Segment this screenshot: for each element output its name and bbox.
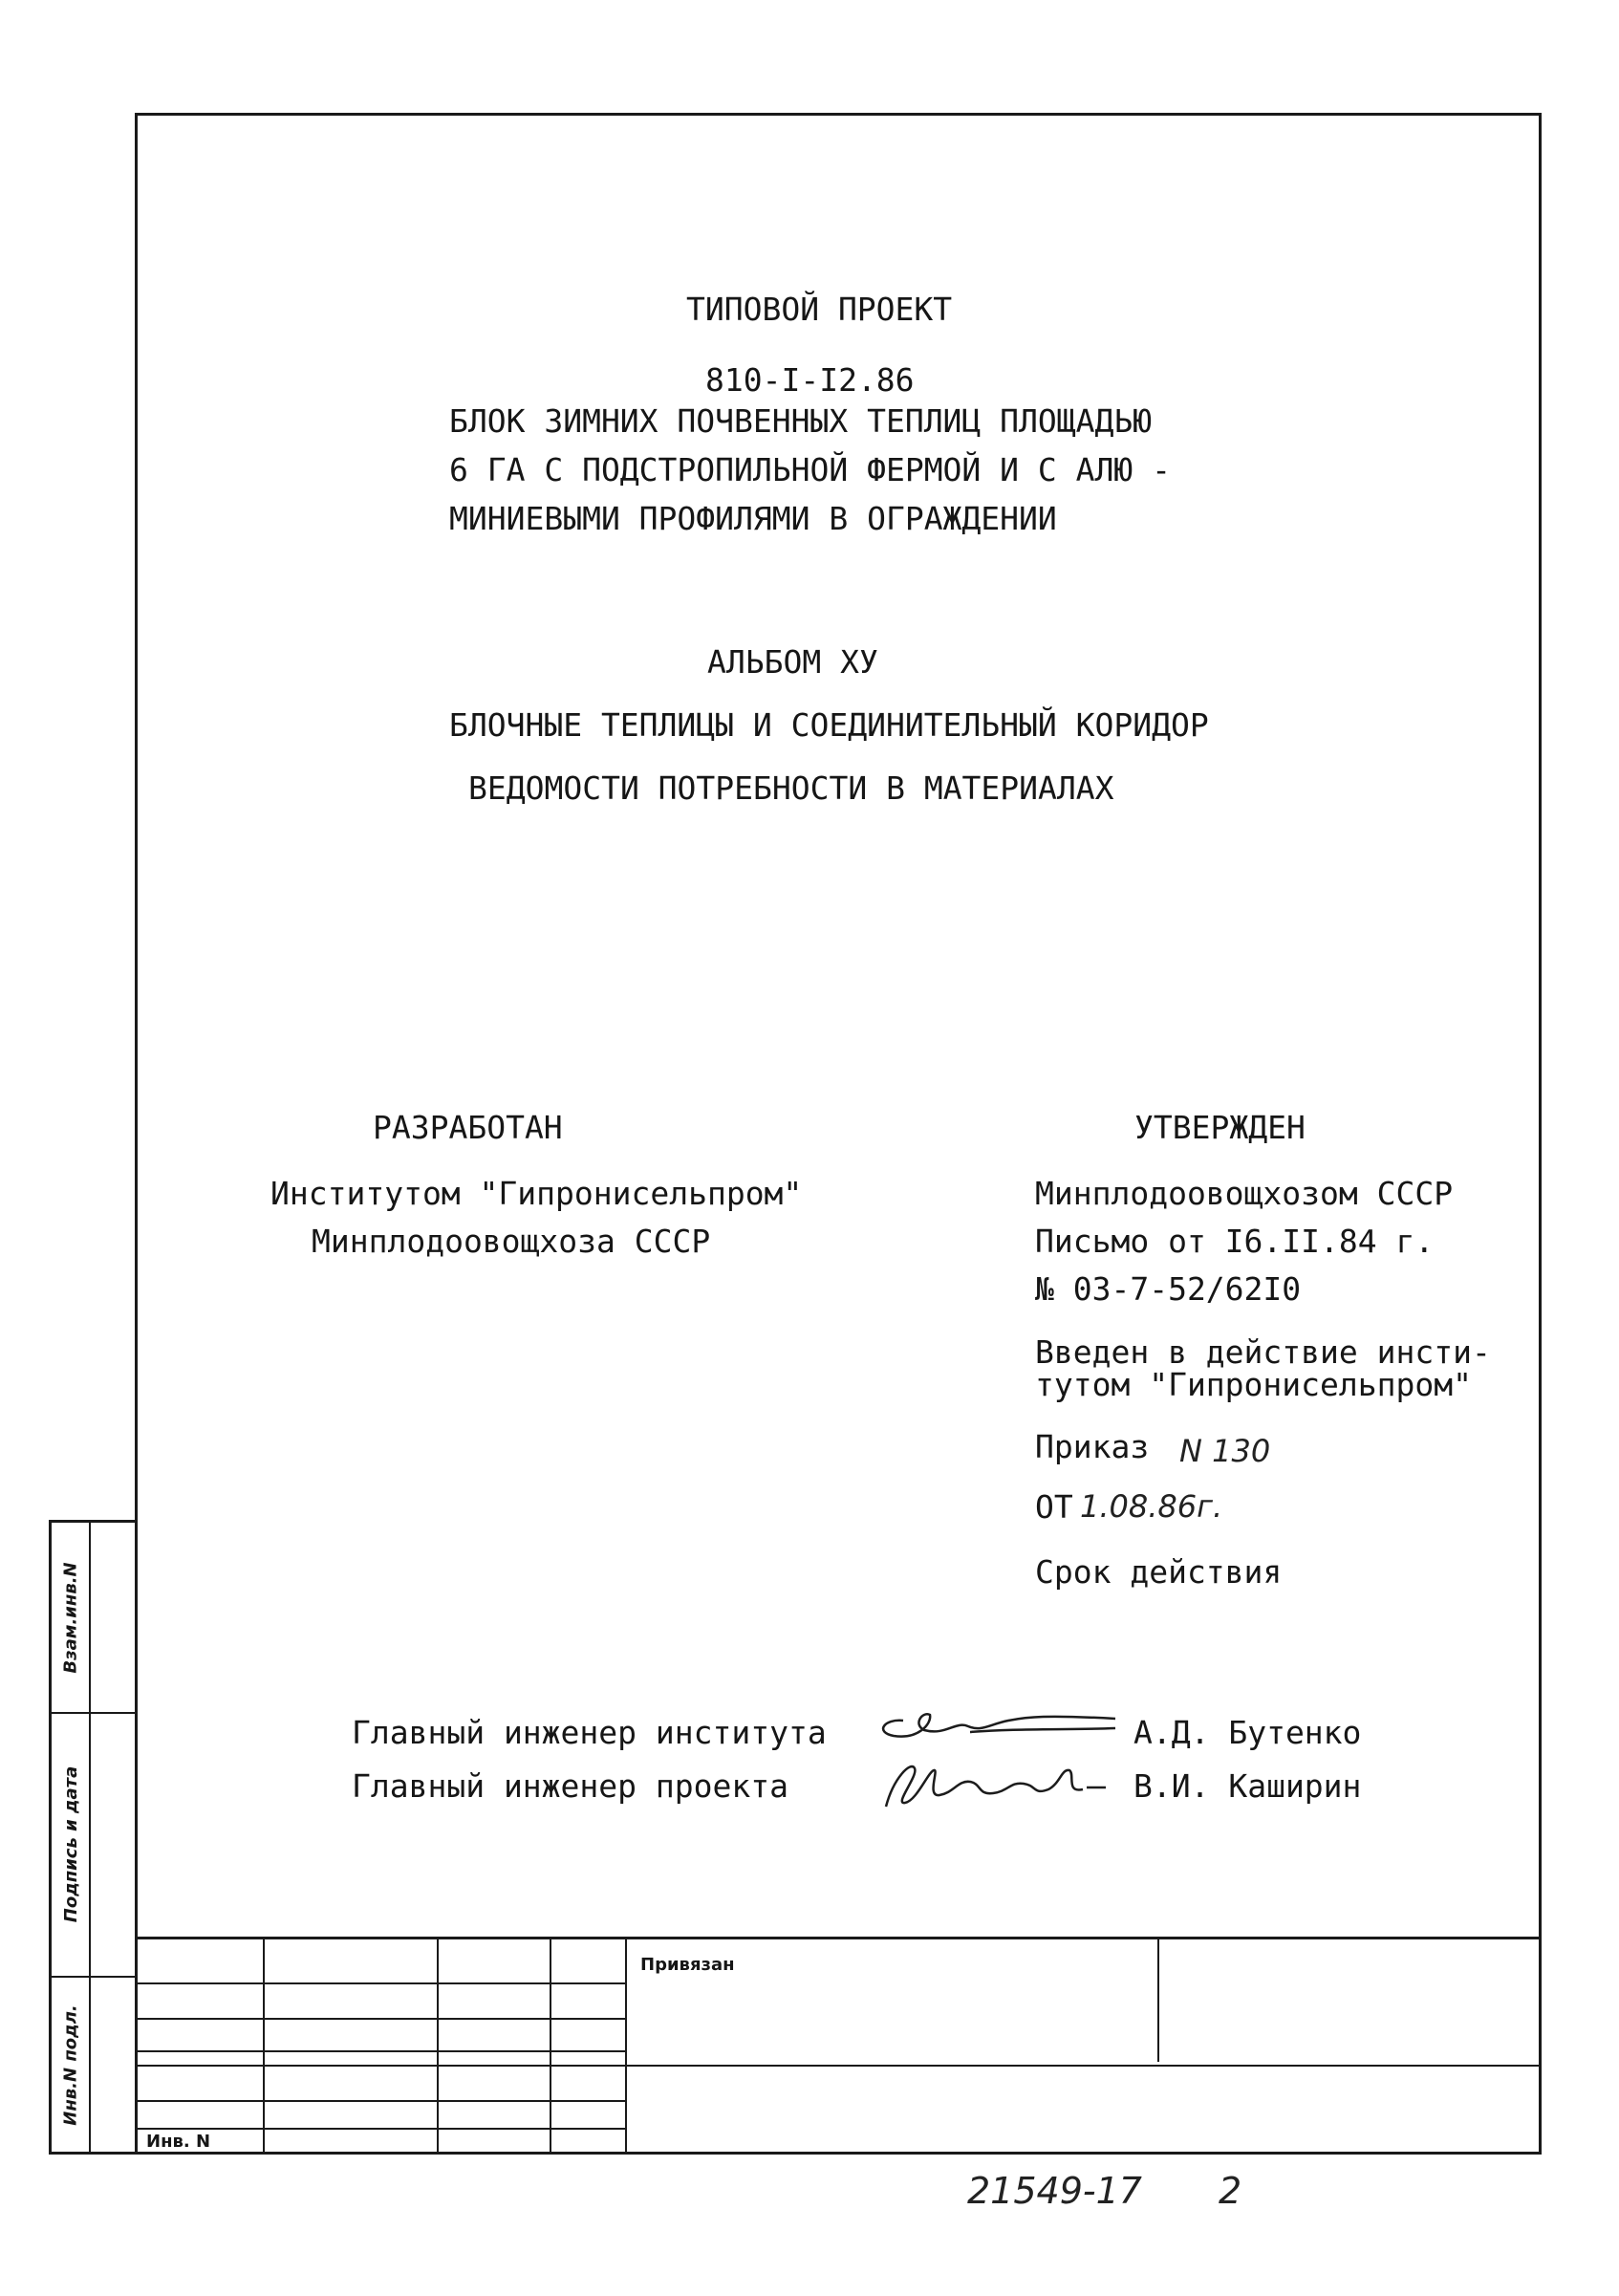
handwritten-signatures [865, 1701, 1142, 1816]
side-label-cell [54, 1712, 89, 1976]
order-label: Приказ [1035, 1428, 1150, 1465]
side-label-cell [54, 1523, 89, 1712]
enacted-line-2: тутом "Гипронисельпром" [1035, 1366, 1472, 1403]
developed-institute: Институтом "Гипронисельпром" [270, 1175, 803, 1212]
stamp-col-line [625, 1939, 627, 2155]
stamp-col-line [550, 1939, 551, 2155]
stamp-tied-label: Привязан [640, 1955, 735, 1975]
side-stamp-column [49, 1520, 138, 2155]
date-label: ОТ [1035, 1488, 1073, 1526]
stamp-table [135, 1937, 1542, 2155]
enacted-line-1: Введен в действие инсти- [1035, 1333, 1491, 1371]
side-label-replace-inv: Взам.инв.N [61, 1561, 81, 1674]
stamp-row-line [135, 2128, 625, 2130]
project-number: 810-I-I2.86 [705, 361, 915, 399]
side-label-inv-original: Инв.N подл. [61, 2004, 82, 2126]
stamp-row-line [135, 1982, 625, 1984]
signature-role-2: Главный инженер проекта [352, 1767, 788, 1805]
stamp-col-line [437, 1939, 439, 2155]
approved-letter-number: № 03-7-52/62I0 [1035, 1270, 1302, 1308]
order-date-handwritten: 1.08.86г. [1080, 1488, 1223, 1525]
approved-heading: УТВЕРЖДЕН [1134, 1109, 1306, 1146]
project-name-line-3: МИНИЕВЫМИ ПРОФИЛЯМИ В ОГРАЖДЕНИИ [449, 500, 1057, 537]
signature-name-1: А.Д. Бутенко [1133, 1714, 1362, 1751]
approved-letter: Письмо от I6.II.84 г. [1035, 1223, 1435, 1260]
signature-name-2: В.И. Каширин [1133, 1767, 1362, 1805]
side-column-divider [89, 1523, 91, 2152]
album-title-line-1: БЛОЧНЫЕ ТЕПЛИЦЫ И СОЕДИНИТЕЛЬНЫЙ КОРИДОР [449, 706, 1209, 744]
page-number-handwritten: 2 [1219, 2170, 1242, 2212]
project-heading: ТИПОВОЙ ПРОЕКТ [686, 291, 953, 328]
signature-role-1: Главный инженер института [352, 1714, 827, 1751]
stamp-row-line [135, 2100, 625, 2102]
project-name-line-2: 6 ГА С ПОДСТРОПИЛЬНОЙ ФЕРМОЙ И С АЛЮ - [449, 451, 1171, 488]
side-label-signature-date: Подпись и дата [61, 1765, 82, 1922]
approved-ministry: Минплодоовощхозом СССР [1035, 1175, 1454, 1212]
signature-butenko [883, 1714, 1115, 1736]
stamp-col-line [1157, 1939, 1159, 2062]
sheet-code-handwritten: 21549-17 [967, 2170, 1142, 2212]
album-title-line-2: ВЕДОМОСТИ ПОТРЕБНОСТИ В МАТЕРИАЛАХ [468, 769, 1114, 807]
stamp-row-line [135, 2050, 625, 2052]
stamp-inv-label: Инв. N [146, 2132, 211, 2152]
stamp-row-line [135, 2018, 625, 2020]
order-number-handwritten: N 130 [1179, 1433, 1271, 1469]
album-number: АЛЬБОМ ХУ [707, 643, 878, 681]
validity-label: Срок действия [1035, 1553, 1283, 1591]
project-name-line-1: БЛОК ЗИМНИХ ПОЧВЕННЫХ ТЕПЛИЦ ПЛОЩАДЬЮ [449, 402, 1153, 440]
developed-heading: РАЗРАБОТАН [373, 1109, 563, 1146]
stamp-row-line [135, 2065, 1542, 2067]
developed-ministry: Минплодоовощхоза СССР [312, 1223, 711, 1260]
stamp-col-line [263, 1939, 265, 2155]
signature-kashirin [886, 1766, 1106, 1807]
side-label-cell [54, 1976, 89, 2154]
